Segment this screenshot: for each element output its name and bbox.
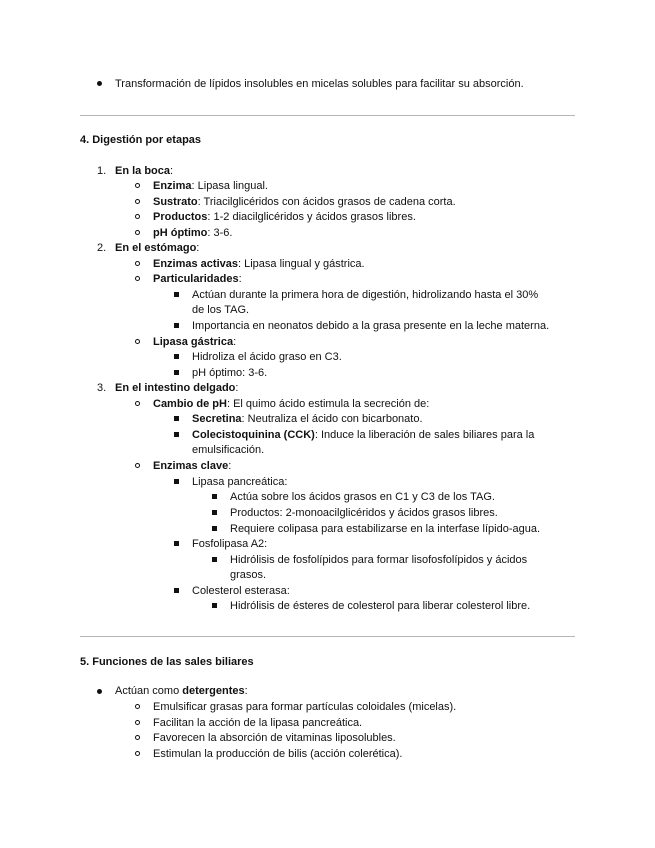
list-item: Productos: 2-monoacilglicéridos y ácidos grasos libres. xyxy=(230,507,498,519)
bullet-square-icon xyxy=(174,416,179,421)
list-item-continuation: grasos. xyxy=(230,569,267,581)
list-item-continuation: emulsificación. xyxy=(192,444,265,456)
list-number: 1. xyxy=(97,165,107,177)
bullet-dot-icon xyxy=(97,81,102,86)
list-item: Actúan durante la primera hora de digestión, hidrolizando hasta el 30% xyxy=(192,289,539,301)
divider xyxy=(80,636,575,637)
list-item: Hidrólisis de fosfolípidos para formar lisofosfolípidos y ácidos xyxy=(230,554,528,566)
bullet-dot-icon xyxy=(97,689,102,694)
list-item: Particularidades: xyxy=(153,273,242,285)
bullet-square-icon xyxy=(212,557,217,562)
list-item: Secretina: Neutraliza el ácido con bicarbonato. xyxy=(192,413,423,425)
list-number: 2. xyxy=(97,242,107,254)
bullet-circle-icon xyxy=(135,401,140,406)
divider xyxy=(80,115,575,116)
section-4-heading: 4. Digestión por etapas xyxy=(80,134,202,146)
list-item: Actúan como detergentes: xyxy=(115,685,248,697)
list-item: Estimulan la producción de bilis (acción colerética). xyxy=(153,748,403,760)
list-item: Sustrato: Triacilglicéridos con ácidos grasos de cadena corta. xyxy=(153,196,456,208)
bullet-circle-icon xyxy=(135,261,140,266)
bullet-circle-icon xyxy=(135,704,140,709)
bullet-circle-icon xyxy=(135,339,140,344)
bullet-square-icon xyxy=(212,494,217,499)
bullet-circle-icon xyxy=(135,214,140,219)
list-item: Cambio de pH: El quimo ácido estimula la secreción de: xyxy=(153,398,430,410)
list-item: Productos: 1-2 diacilglicéridos y ácidos grasos libres. xyxy=(153,211,416,223)
bullet-circle-icon xyxy=(135,183,140,188)
boca-title: En la boca: xyxy=(115,165,174,177)
bullet-circle-icon xyxy=(135,199,140,204)
bullet-square-icon xyxy=(174,292,179,297)
list-item: Lipasa pancreática: xyxy=(192,476,288,488)
bullet-square-icon xyxy=(174,370,179,375)
bullet-circle-icon xyxy=(135,735,140,740)
list-item: Actúa sobre los ácidos grasos en C1 y C3 de los TAG. xyxy=(230,491,495,503)
bullet-circle-icon xyxy=(135,230,140,235)
bullet-square-icon xyxy=(174,354,179,359)
bullet-circle-icon xyxy=(135,276,140,281)
list-item: Enzimas clave: xyxy=(153,460,232,472)
bullet-square-icon xyxy=(174,432,179,437)
bullet-square-icon xyxy=(174,323,179,328)
list-item: Enzima: Lipasa lingual. xyxy=(153,180,268,192)
estomago-title: En el estómago: xyxy=(115,242,200,254)
list-item: Colesterol esterasa: xyxy=(192,585,290,597)
list-item: pH óptimo: 3-6. xyxy=(153,227,233,239)
list-item: Hidrólisis de ésteres de colesterol para liberar colesterol libre. xyxy=(230,600,531,612)
bullet-square-icon xyxy=(212,510,217,515)
list-item: Enzimas activas: Lipasa lingual y gástrica. xyxy=(153,258,365,270)
list-item: Lipasa gástrica: xyxy=(153,336,237,348)
list-item: Colecistoquinina (CCK): Induce la liberación de sales biliares para la xyxy=(192,429,535,441)
bullet-square-icon xyxy=(174,588,179,593)
bullet-circle-icon xyxy=(135,751,140,756)
list-item-continuation: de los TAG. xyxy=(192,304,250,316)
intro-text: Transformación de lípidos insolubles en micelas solubles para facilitar su absorción. xyxy=(115,78,524,90)
list-number: 3. xyxy=(97,382,107,394)
bullet-circle-icon xyxy=(135,720,140,725)
list-item: pH óptimo: 3-6. xyxy=(192,367,268,379)
bullet-circle-icon xyxy=(135,463,140,468)
list-item: Importancia en neonatos debido a la grasa presente en la leche materna. xyxy=(192,320,550,332)
section-5-heading: 5. Funciones de las sales biliares xyxy=(80,656,254,668)
bullet-square-icon xyxy=(174,479,179,484)
list-item: Hidroliza el ácido graso en C3. xyxy=(192,351,342,363)
list-item: Favorecen la absorción de vitaminas liposolubles. xyxy=(153,732,396,744)
list-item: Requiere colipasa para estabilizarse en la interfase lípido-agua. xyxy=(230,523,541,535)
intestino-title: En el intestino delgado: xyxy=(115,382,239,394)
list-item: Facilitan la acción de la lipasa pancreática. xyxy=(153,717,363,729)
list-item: Fosfolipasa A2: xyxy=(192,538,268,550)
bullet-square-icon xyxy=(174,541,179,546)
bullet-square-icon xyxy=(212,526,217,531)
list-item: Emulsificar grasas para formar partículas coloidales (micelas). xyxy=(153,701,457,713)
bullet-square-icon xyxy=(212,603,217,608)
